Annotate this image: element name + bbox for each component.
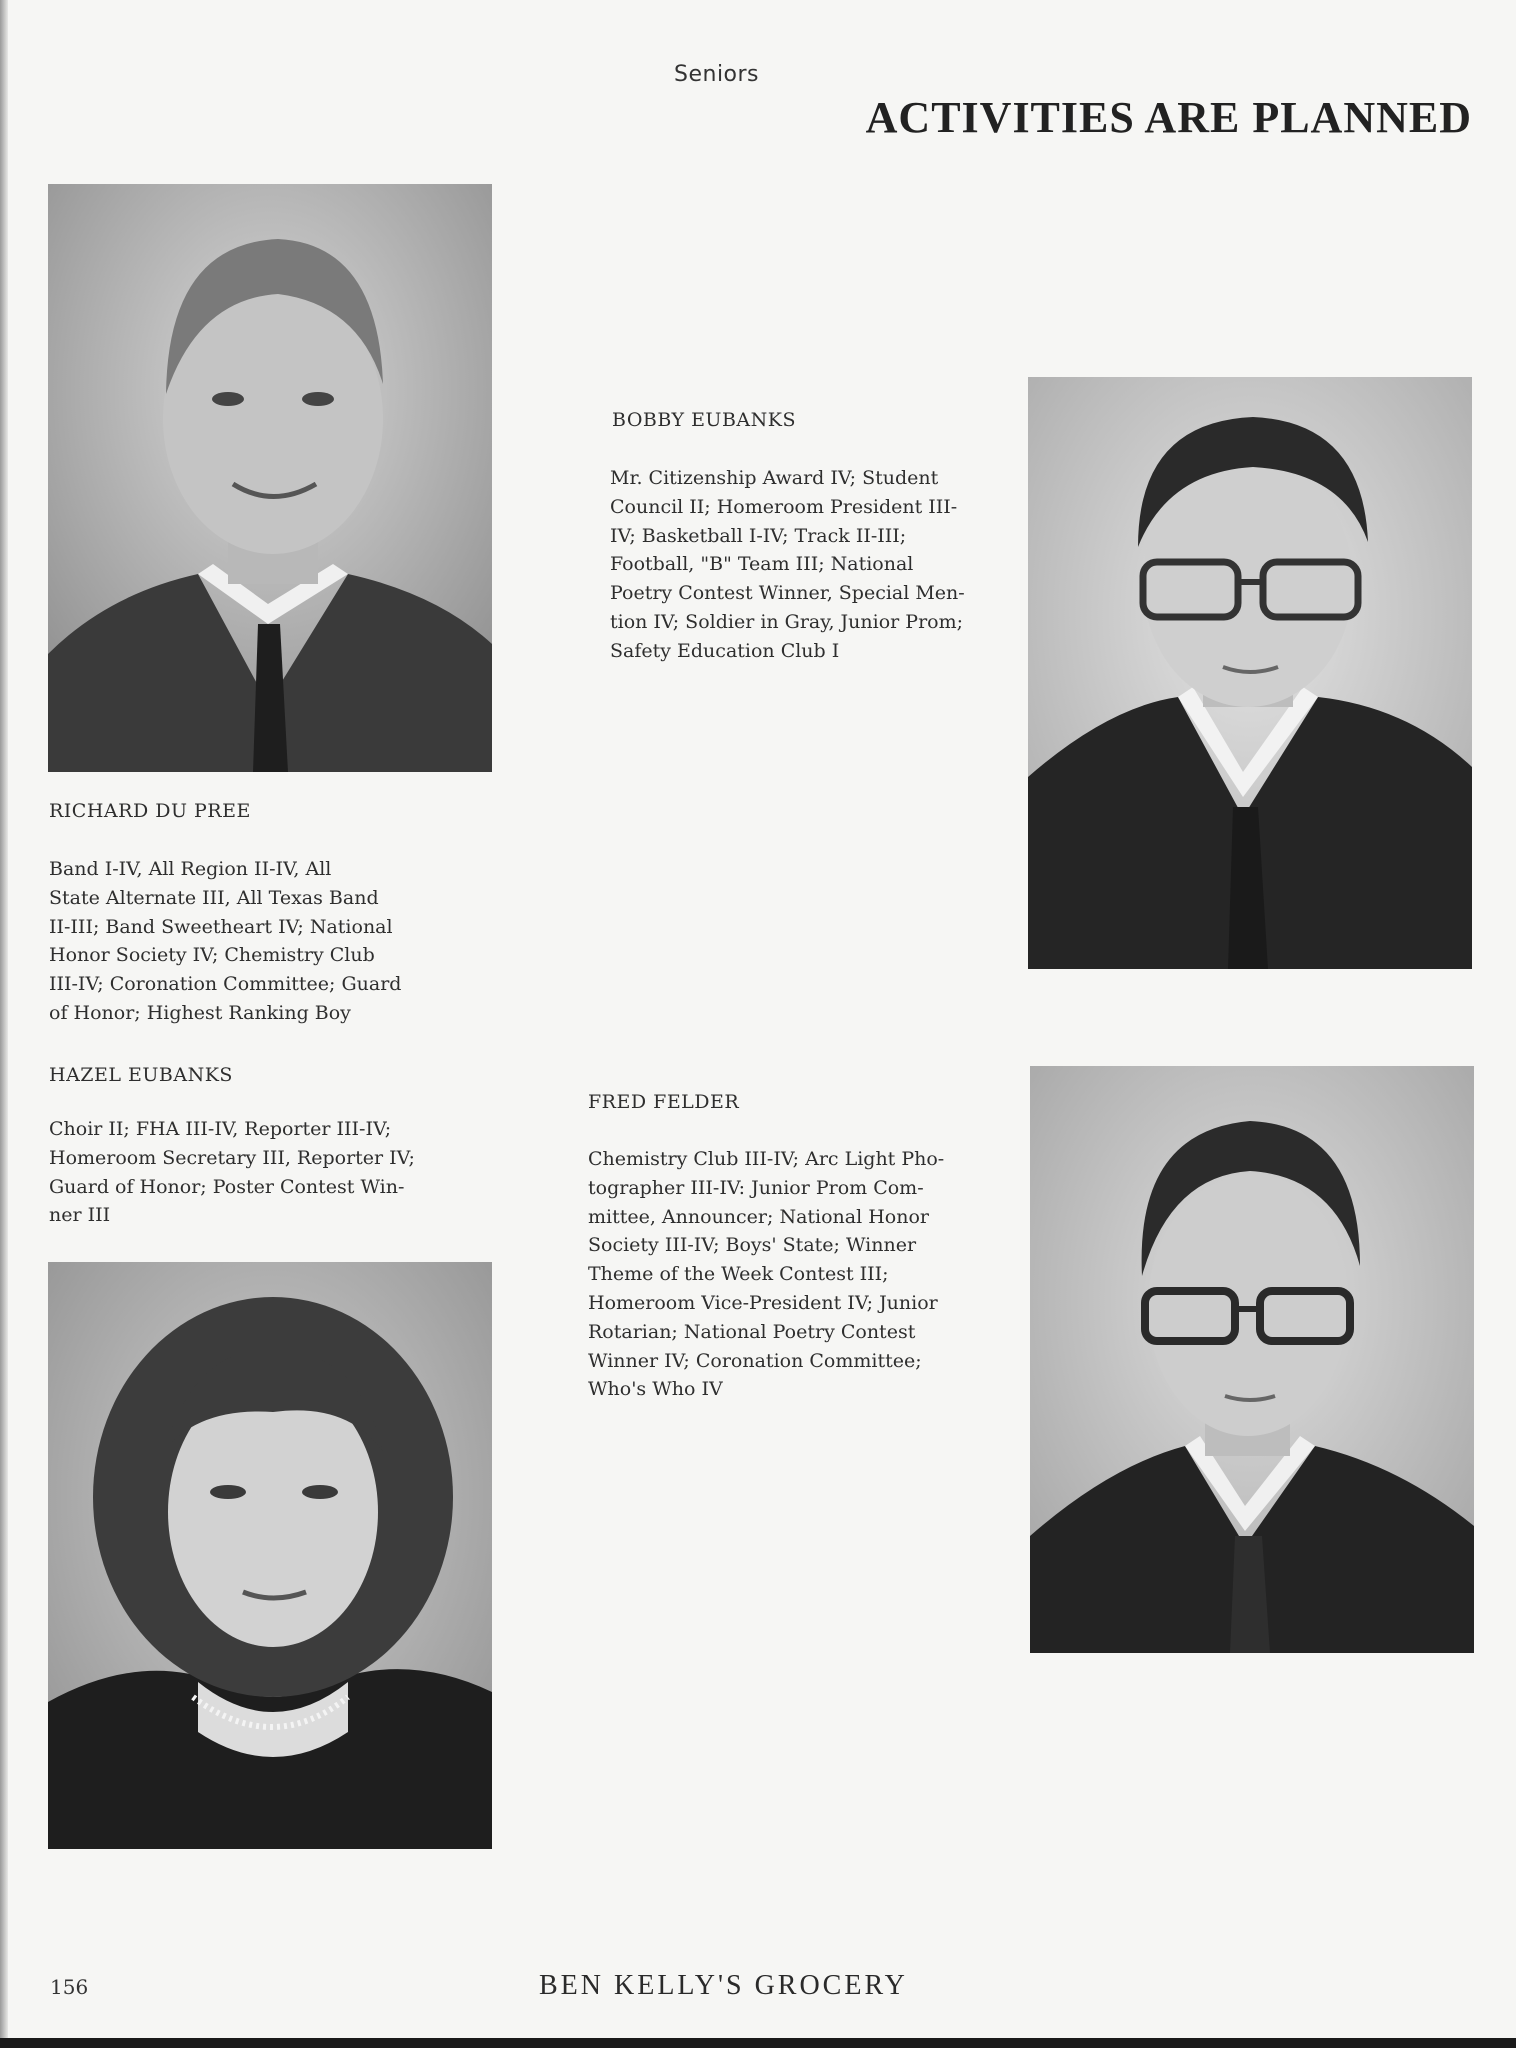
- page-title: ACTIVITIES ARE PLANNED: [865, 93, 1472, 142]
- student-activities: Mr. Citizenship Award IV; Student Council II; Homeroom President III- IV; Basketball I-IV; Track II-III; Football, "B" Team III; National Poetry Contest Winner, Special Men- tion IV; Soldier in Gray, Junior Prom; Safety Education Club I: [610, 467, 965, 662]
- page-bottom-edge: [0, 2038, 1516, 2048]
- student-name: HAZEL EUBANKS: [49, 1064, 233, 1086]
- student-name: FRED FELDER: [588, 1091, 740, 1113]
- page-edge-shadow: [0, 0, 8, 2048]
- student-name: BOBBY EUBANKS: [612, 409, 796, 431]
- section-label: Seniors: [674, 62, 760, 87]
- page-number: 156: [50, 1975, 89, 1999]
- student-activities: Chemistry Club III-IV; Arc Light Pho- tographer III-IV: Junior Prom Com- mittee, Announcer; National Honor Society III-IV; Boys' State; Winner Theme of the Week Contest III; Homeroom Vice-President IV; Junior Rotarian; National Poetry Contest Winner IV; Coronation Committee; Who's Who IV: [588, 1148, 945, 1401]
- student-activities: Choir II; FHA III-IV, Reporter III-IV; Homeroom Secretary III, Reporter IV; Guard of Honor; Poster Contest Win- ner III: [49, 1118, 415, 1227]
- portrait-photo-richard-du-pree: [48, 184, 492, 772]
- student-activities: Band I-IV, All Region II-IV, All State Alternate III, All Texas Band II-III; Band Sweetheart IV; National Honor Society IV; Chemistry Club III-IV; Coronation Committee; Guard of Honor; Highest Ranking Boy: [49, 858, 402, 1024]
- portrait-photo-bobby-eubanks: [1028, 377, 1472, 969]
- portrait-photo-hazel-eubanks: [48, 1262, 492, 1849]
- student-name: RICHARD DU PREE: [49, 800, 251, 822]
- footer-sponsor: BEN KELLY'S GROCERY: [539, 1970, 908, 2001]
- portrait-photo-fred-felder: [1030, 1066, 1474, 1653]
